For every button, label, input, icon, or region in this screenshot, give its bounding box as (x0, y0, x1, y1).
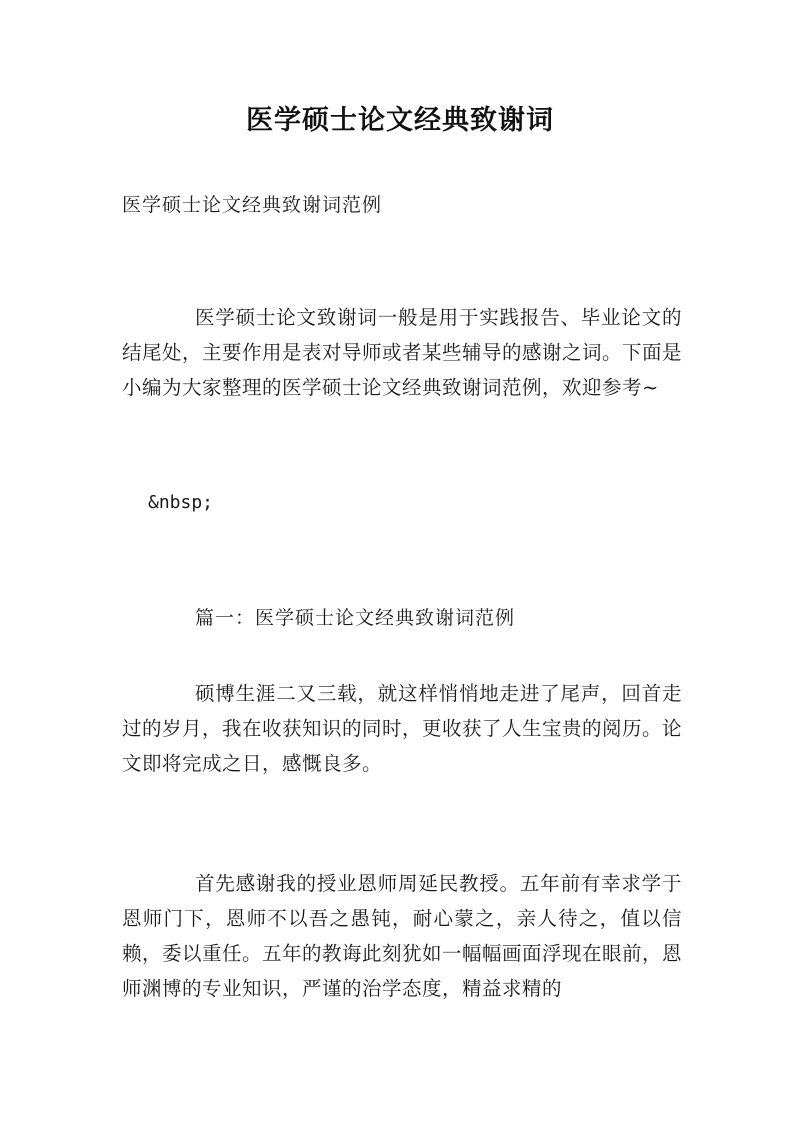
body-paragraph-2: 首先感谢我的授业恩师周延民教授。五年前有幸求学于恩师门下，恩师不以吾之愚钝，耐心蒙之，亲人待之，值以信赖，委以重任。五年的教诲此刻犹如一幅幅画面浮现在眼前，恩师渊博的专业知识，严谨的治学态度，精益求精的 (122, 872, 683, 1000)
document-subtitle: 医学硕士论文经典致谢词范例 (122, 194, 383, 216)
intro-paragraph: 医学硕士论文致谢词一般是用于实践报告、毕业论文的结尾处，主要作用是表对导师或者某些辅导的感谢之词。下面是小编为大家整理的医学硕士论文经典致谢词范例，欢迎参考~ (122, 306, 683, 399)
body-paragraph-1: 硕博生涯二又三载，就这样悄悄地走进了尾声，回首走过的岁月，我在收获知识的同时，更收获了人生宝贵的阅历。论文即将完成之日，感慨良多。 (122, 682, 683, 775)
nbsp-text: &nbsp; (148, 492, 214, 513)
section-heading: 篇一：医学硕士论文经典致谢词范例 (195, 607, 516, 629)
document-title: 医学硕士论文经典致谢词 (246, 105, 554, 136)
